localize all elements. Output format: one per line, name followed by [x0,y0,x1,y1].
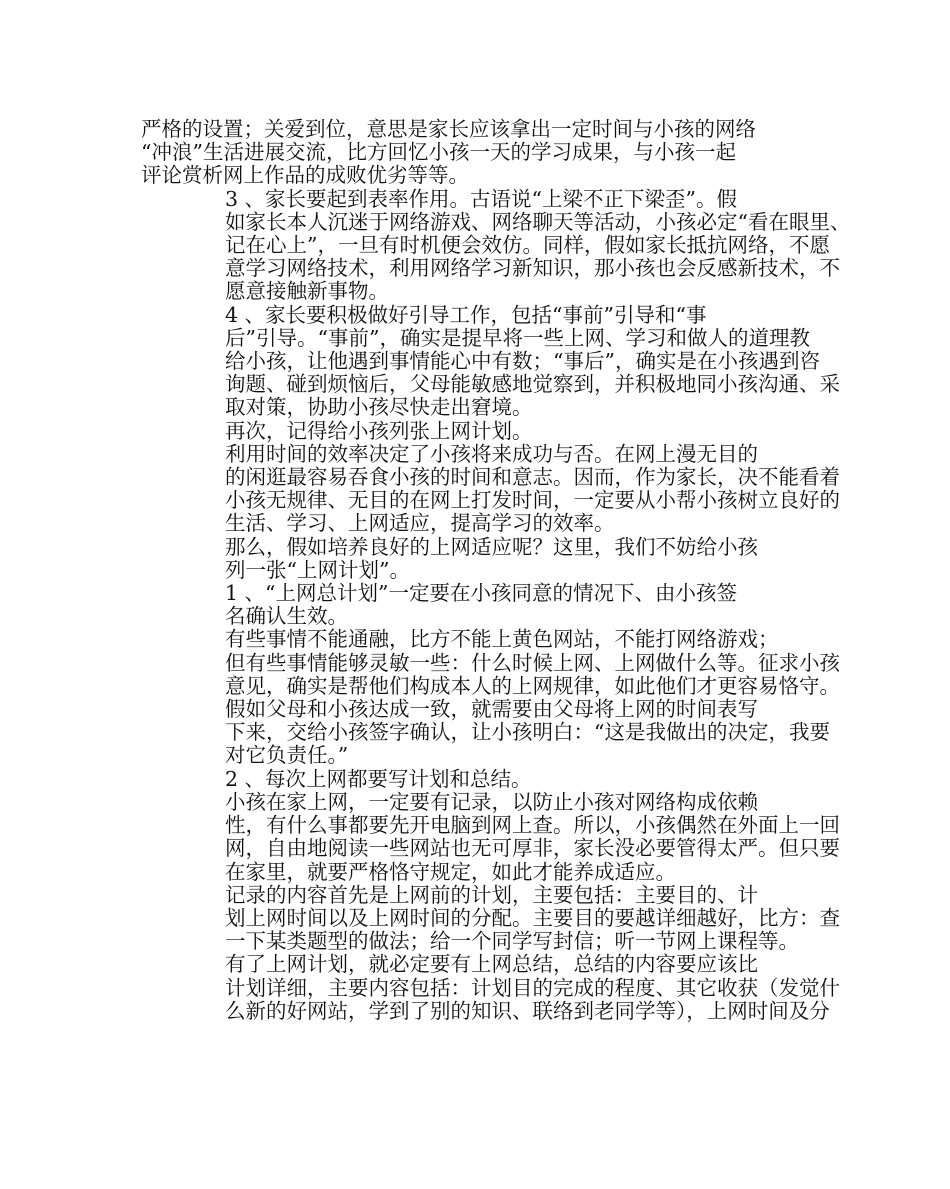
text-line: 么新的好网站，学到了别的知识、联络到老同学等），上网时间及分 [225,998,830,1023]
paragraph [141,118,811,188]
text-line: 在家里，就要严格恪守规定，如此才能养成适应。 [225,859,676,884]
text-line: 网，自由地阅读一些网站也无可厚非，家长没必要管得太严。但只要 [225,836,840,861]
text-line: 计划详细，主要内容包括：计划目的完成的程度、其它收获（发觉什 [225,975,840,1000]
text-line: 意学习网络技术，利用网络学习新知识，那小孩也会反感新技术，不 [225,256,840,281]
text-line: “冲浪”生活进展交流，比方回忆小孩一天的学习成果，与小孩一起 [141,140,736,165]
text-line: 记录的内容首先是上网前的计划，主要包括：主要目的、计 [225,882,758,907]
paragraph [141,952,840,1023]
text-line: 那么，假如培养良好的上网适应呢？这里，我们不妨给小孩 [225,534,758,559]
text-line: 有些事情不能通融，比方不能上黄色网站，不能打网络游戏； [225,627,779,652]
document-page [141,117,851,1023]
text-line: 询题、碰到烦恼后，父母能敏感地觉察到，并积极地同小孩沟通、采 [225,372,840,397]
text-line: 意见，确实是帮他们构成本人的上网规律，如此他们才更容易恪守。 [225,673,840,698]
text-line: 名确认生效。 [225,604,348,629]
text-line: 对它负责任。” [225,743,349,768]
paragraph [141,536,811,582]
text-line: 下来，交给小孩签字确认，让小孩明白：“这是我做出的决定，我要 [225,720,830,745]
text-line: 生活、学习、上网适应，提高学习的效率。 [225,511,615,536]
text-line: 有了上网计划，就必定要有上网总结，总结的内容要应该比 [225,952,758,977]
text-line: 评论赏析网上作品的成败优劣等等。 [141,163,469,188]
text-line: 利用时间的效率决定了小孩将来成功与否。在网上漫无目的 [225,441,758,466]
paragraph [141,768,811,791]
paragraph [141,186,851,304]
text-line: 一下某类题型的做法；给一个同学写封信；听一节网上课程等。 [225,929,799,954]
text-line: 性，有什么事都要先开电脑到网上查。所以，小孩偶然在外面上一回 [225,813,840,838]
text-line: 再次，记得给小孩列张上网计划。 [225,418,533,443]
text-line: 小孩无规律、无目的在网上打发时间，一定要从小帮小孩树立良好的 [225,488,840,513]
text-line: 给小孩，让他遇到事情能心中有数；“事后”，确实是在小孩遇到咨 [225,349,820,374]
text-line: 1 、“上网总计划”一定要在小孩同意的情况下、由小孩签 [225,581,738,606]
text-line: 小孩在家上网，一定要有记录，以防止小孩对网络构成依赖 [225,789,758,814]
paragraph [141,420,811,443]
paragraph [141,882,840,954]
text-line: 记在心上”，一旦有时机便会效仿。同样，假如家长抵抗网络，不愿 [225,233,830,258]
text-line: 列一张“上网计划”。 [225,557,410,582]
text-line: 的闲逛最容易吞食小孩的时间和意志。因而，作为家长，决不能看着 [225,465,840,490]
paragraph [141,789,840,884]
text-line: 取对策，协助小孩尽快走出窘境。 [225,395,533,420]
text-line: 2 、每次上网都要写计划和总结。 [225,766,532,791]
paragraph [141,697,830,768]
text-line: 后”引导。“事前”，确实是提早将一些上网、学习和做人的道理教 [225,325,810,350]
text-line: 但有些事情能够灵敏一些：什么时候上网、上网做什么等。征求小孩 [225,650,840,675]
text-line: 假如父母和小孩达成一致，就需要由父母将上网的时间表写 [225,697,758,722]
text-line: 4 、家长要积极做好引导工作，包括“事前”引导和“事 [225,302,707,327]
text-line: 严格的设置；关爱到位，意思是家长应该拿出一定时间与小孩的网络 [141,117,756,141]
text-line: 划上网时间以及上网时间的分配。主要目的要越详细越好，比方：查 [225,905,840,930]
paragraph [141,582,811,628]
text-line: 愿意接触新事物。 [225,279,389,304]
text-line: 如家长本人沉迷于网络游戏、网络聊天等活动，小孩必定“看在眼里、 [225,209,851,234]
text-line: 3 、家长要起到表率作用。古语说“上梁不正下梁歪”。假 [225,186,738,211]
paragraph [141,302,840,420]
paragraph [141,627,840,698]
paragraph [141,441,840,536]
